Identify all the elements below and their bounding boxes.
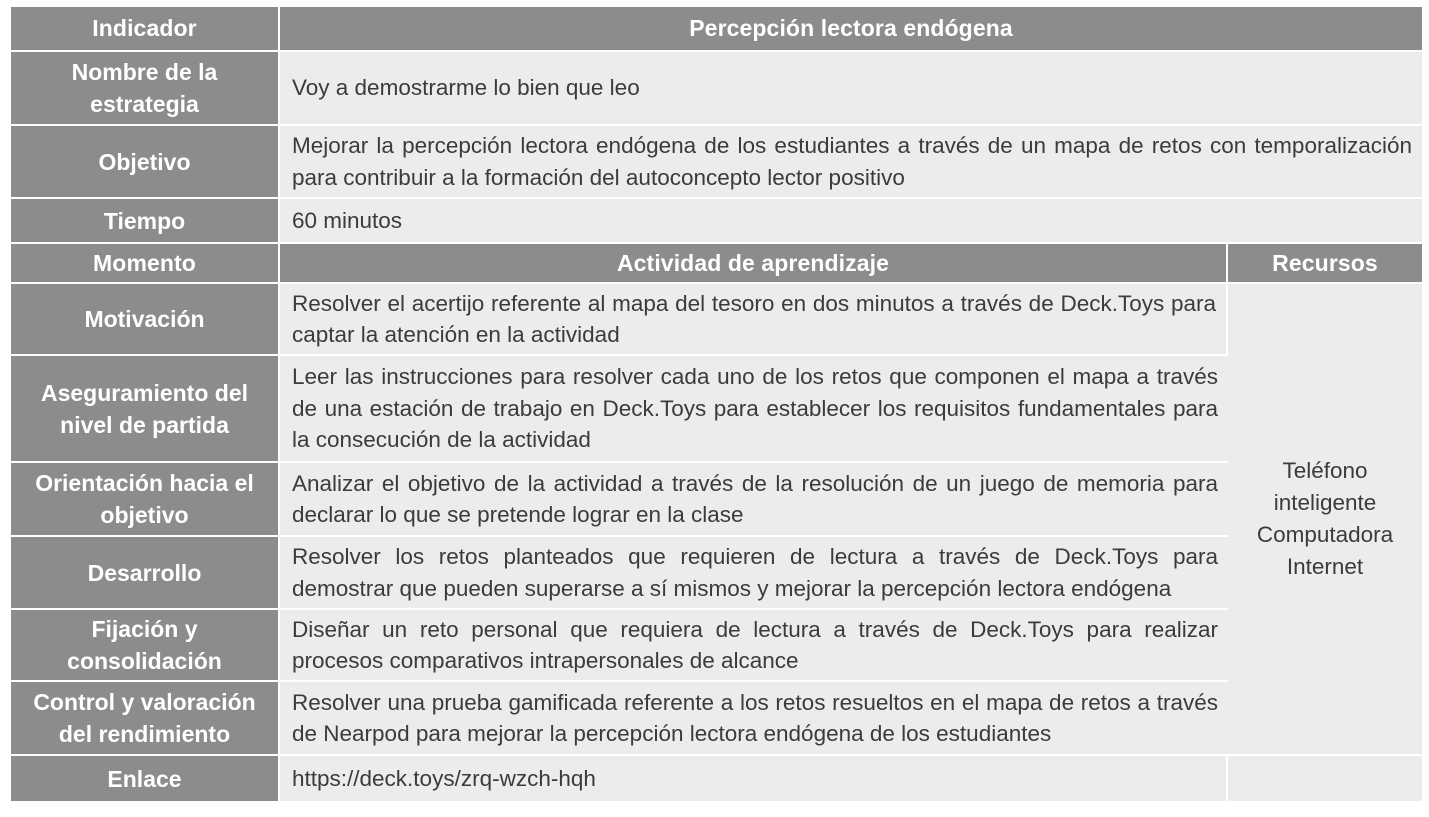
link-row — [11, 756, 1422, 803]
resource-item: Computadora — [1256, 522, 1394, 547]
moment-label: Desarrollo — [11, 537, 280, 610]
objective-value: Mejorar la percepción lectora endógena de los estudiantes a través de un mapa de retos con temporalización para contribuir a la formación del autoconcepto lector positivo — [280, 126, 1422, 199]
activity-text: Resolver los retos planteados que requieren de lectura a través de Deck.Toys para demostrar que pueden superarse a sí mismos y mejorar la percepción lectora endógena — [280, 537, 1228, 610]
indicator-row — [11, 7, 1422, 52]
objective-label: Objetivo — [11, 126, 280, 199]
columns-header-row — [11, 244, 1422, 284]
moment-label: Aseguramiento del nivel de partida — [11, 356, 280, 463]
indicator-value: Percepción lectora endógena — [280, 7, 1422, 52]
time-label: Tiempo — [11, 199, 280, 244]
activity-text: Analizar el objetivo de la actividad a través de la resolución de un juego de memoria para declarar lo que se pretende lograr en la clase — [280, 463, 1228, 537]
activity-row — [11, 682, 1422, 756]
activity-text: Leer las instrucciones para resolver cada uno de los retos que componen el mapa a través de una estación de trabajo en Deck.Toys para establecer los requisitos fundamentales para la consecución de la actividad — [280, 356, 1228, 463]
activity-text: Diseñar un reto personal que requiera de lectura a través de Deck.Toys para realizar procesos comparativos intrapersonales de alcance — [280, 610, 1228, 682]
strategy-name-value: Voy a demostrarme lo bien que leo — [280, 52, 1422, 126]
resource-item: inteligente — [1273, 490, 1377, 515]
moment-label: Motivación — [11, 284, 280, 356]
column-resources: Recursos — [1228, 244, 1422, 284]
time-value: 60 minutos — [280, 199, 1422, 244]
link-empty-cell — [1228, 756, 1422, 803]
activity-row — [11, 356, 1422, 463]
column-activity: Actividad de aprendizaje — [280, 244, 1228, 284]
strategy-table — [11, 7, 1422, 803]
link-label: Enlace — [11, 756, 280, 803]
activity-row — [11, 284, 1422, 356]
activity-text: Resolver una prueba gamificada referente a los retos resueltos en el mapa de retos a través de Nearpod para mejorar la percepción lectora endógena de los estudiantes — [280, 682, 1228, 756]
resource-item: Internet — [1286, 554, 1364, 579]
time-row — [11, 199, 1422, 244]
indicator-label: Indicador — [11, 7, 280, 52]
moment-label: Fijación y consolidación — [11, 610, 280, 682]
moment-label: Control y valoración del rendimiento — [11, 682, 280, 756]
activity-row — [11, 537, 1422, 610]
resources-cell — [1228, 284, 1422, 756]
activity-row — [11, 463, 1422, 537]
link-url[interactable]: https://deck.toys/zrq-wzch-hqh — [280, 756, 1228, 803]
strategy-name-label: Nombre de la estrategia — [11, 52, 280, 126]
strategy-name-row — [11, 52, 1422, 126]
objective-row — [11, 126, 1422, 199]
moment-label: Orientación hacia el objetivo — [11, 463, 280, 537]
resource-item: Teléfono — [1282, 458, 1368, 483]
column-moment: Momento — [11, 244, 280, 284]
activity-text: Resolver el acertijo referente al mapa del tesoro en dos minutos a través de Deck.Toys para captar la atención en la actividad — [280, 284, 1228, 356]
activity-row — [11, 610, 1422, 682]
